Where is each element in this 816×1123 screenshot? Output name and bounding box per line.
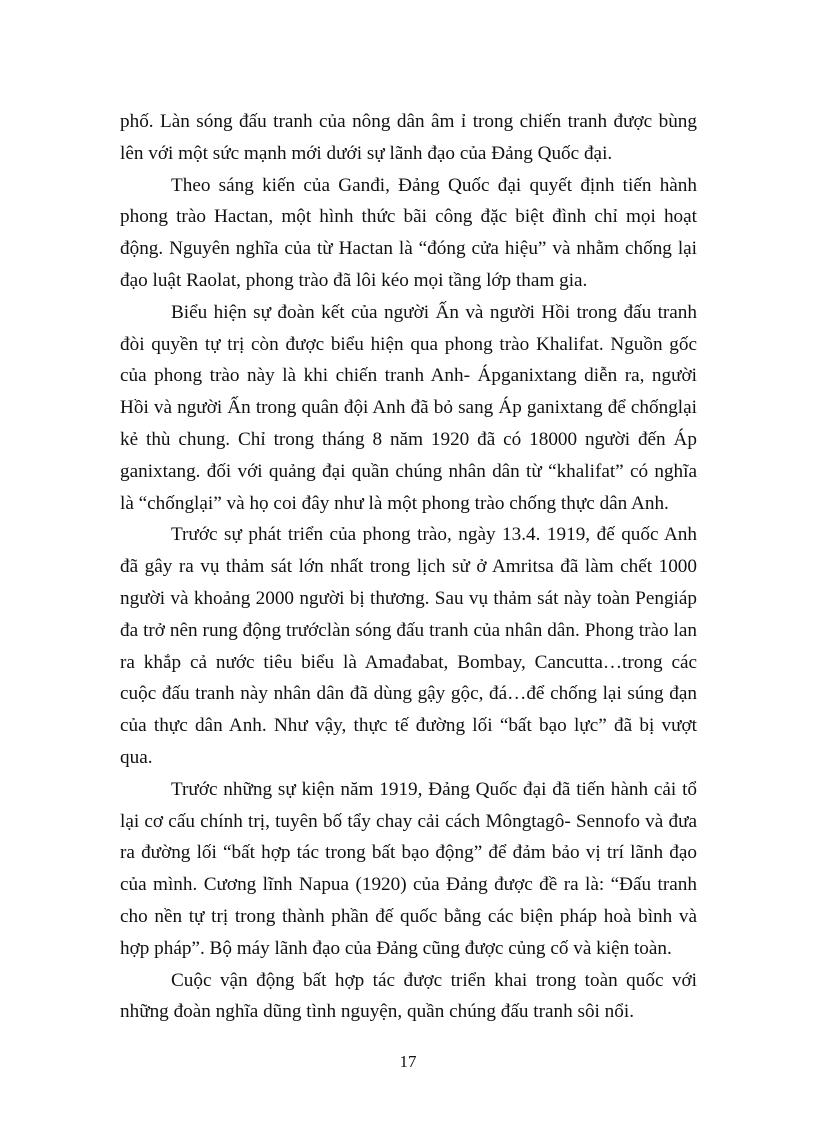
paragraph-continuation: phố. Làn sóng đấu tranh của nông dân âm ỉ trong chiến tranh được bùng lên với một sức mạnh mới dưới sự lãnh đạo của Đảng Quốc đại. <box>120 111 697 164</box>
paragraph-khalifat-movement: Biểu hiện sự đoàn kết của người Ấn và người Hồi trong đấu tranh đòi quyền tự trị còn được biểu hiện qua phong trào Khalifat. Nguồn gốc của phong trào này là khi chiến tranh Anh- Ápganixtang diễn ra, người Hồi và người Ấn trong quân đội Anh đã bỏ sang Áp ganixtang để chốnglại kẻ thù chung. Chỉ trong tháng 8 năm 1920 đã có 18000 người đến Áp ganixtang. đối với quảng đại quần chúng nhân dân từ “khalifat” có nghĩa là “chốnglại” và họ coi đây như là một phong trào chống thực dân Anh. <box>120 301 697 514</box>
paragraph-hactan-movement: Theo sáng kiến của Ganđi, Đảng Quốc đại quyết định tiến hành phong trào Hactan, một hình thức bãi công đặc biệt đình chỉ mọi hoạt động. Nguyên nghĩa của từ Hactan là “đóng cửa hiệu” và nhằm chống lại đạo luật Raolat, phong trào đã lôi kéo mọi tầng lớp tham gia. <box>120 174 697 291</box>
body-text <box>120 106 697 1028</box>
paragraph-non-cooperation: Cuộc vận động bất hợp tác được triển khai trong toàn quốc với những đoàn nghĩa dũng tình nguyện, quần chúng đấu tranh sôi nổi. <box>120 969 697 1023</box>
paragraph-party-reform: Trước những sự kiện năm 1919, Đảng Quốc đại đã tiến hành cải tổ lại cơ cấu chính trị, tuyên bố tẩy chay cải cách Môngtagô- Sennofo và đưa ra đường lối “bất hợp tác trong bất bạo động” để đảm bảo vị trí lãnh đạo của mình. Cương lĩnh Napua (1920) của Đảng được đề ra là: “Đấu tranh cho nền tự trị trong thành phần đế quốc bằng các biện pháp hoà bình và hợp pháp”. Bộ máy lãnh đạo của Đảng cũng được củng cố và kiện toàn. <box>120 778 697 959</box>
page-number: 17 <box>399 1052 417 1071</box>
paragraph-amritsa-massacre: Trước sự phát triển của phong trào, ngày 13.4. 1919, đế quốc Anh đã gây ra vụ thảm sát lớn nhất trong lịch sử ở Amritsa đã làm chết 1000 người và khoảng 2000 người bị thương. Sau vụ thảm sát này toàn Pengiáp đa trở nên rung động trướclàn sóng đấu tranh của nhân dân. Phong trào lan ra khắp cả nước tiêu biểu là Amađabat, Bombay, Cancutta…trong các cuộc đấu tranh này nhân dân đã dùng gậy gộc, đá…để chống lại súng đạn của thực dân Anh. Như vậy, thực tế đường lối “bất bạo lực” đã bị vượt qua. <box>120 524 697 768</box>
